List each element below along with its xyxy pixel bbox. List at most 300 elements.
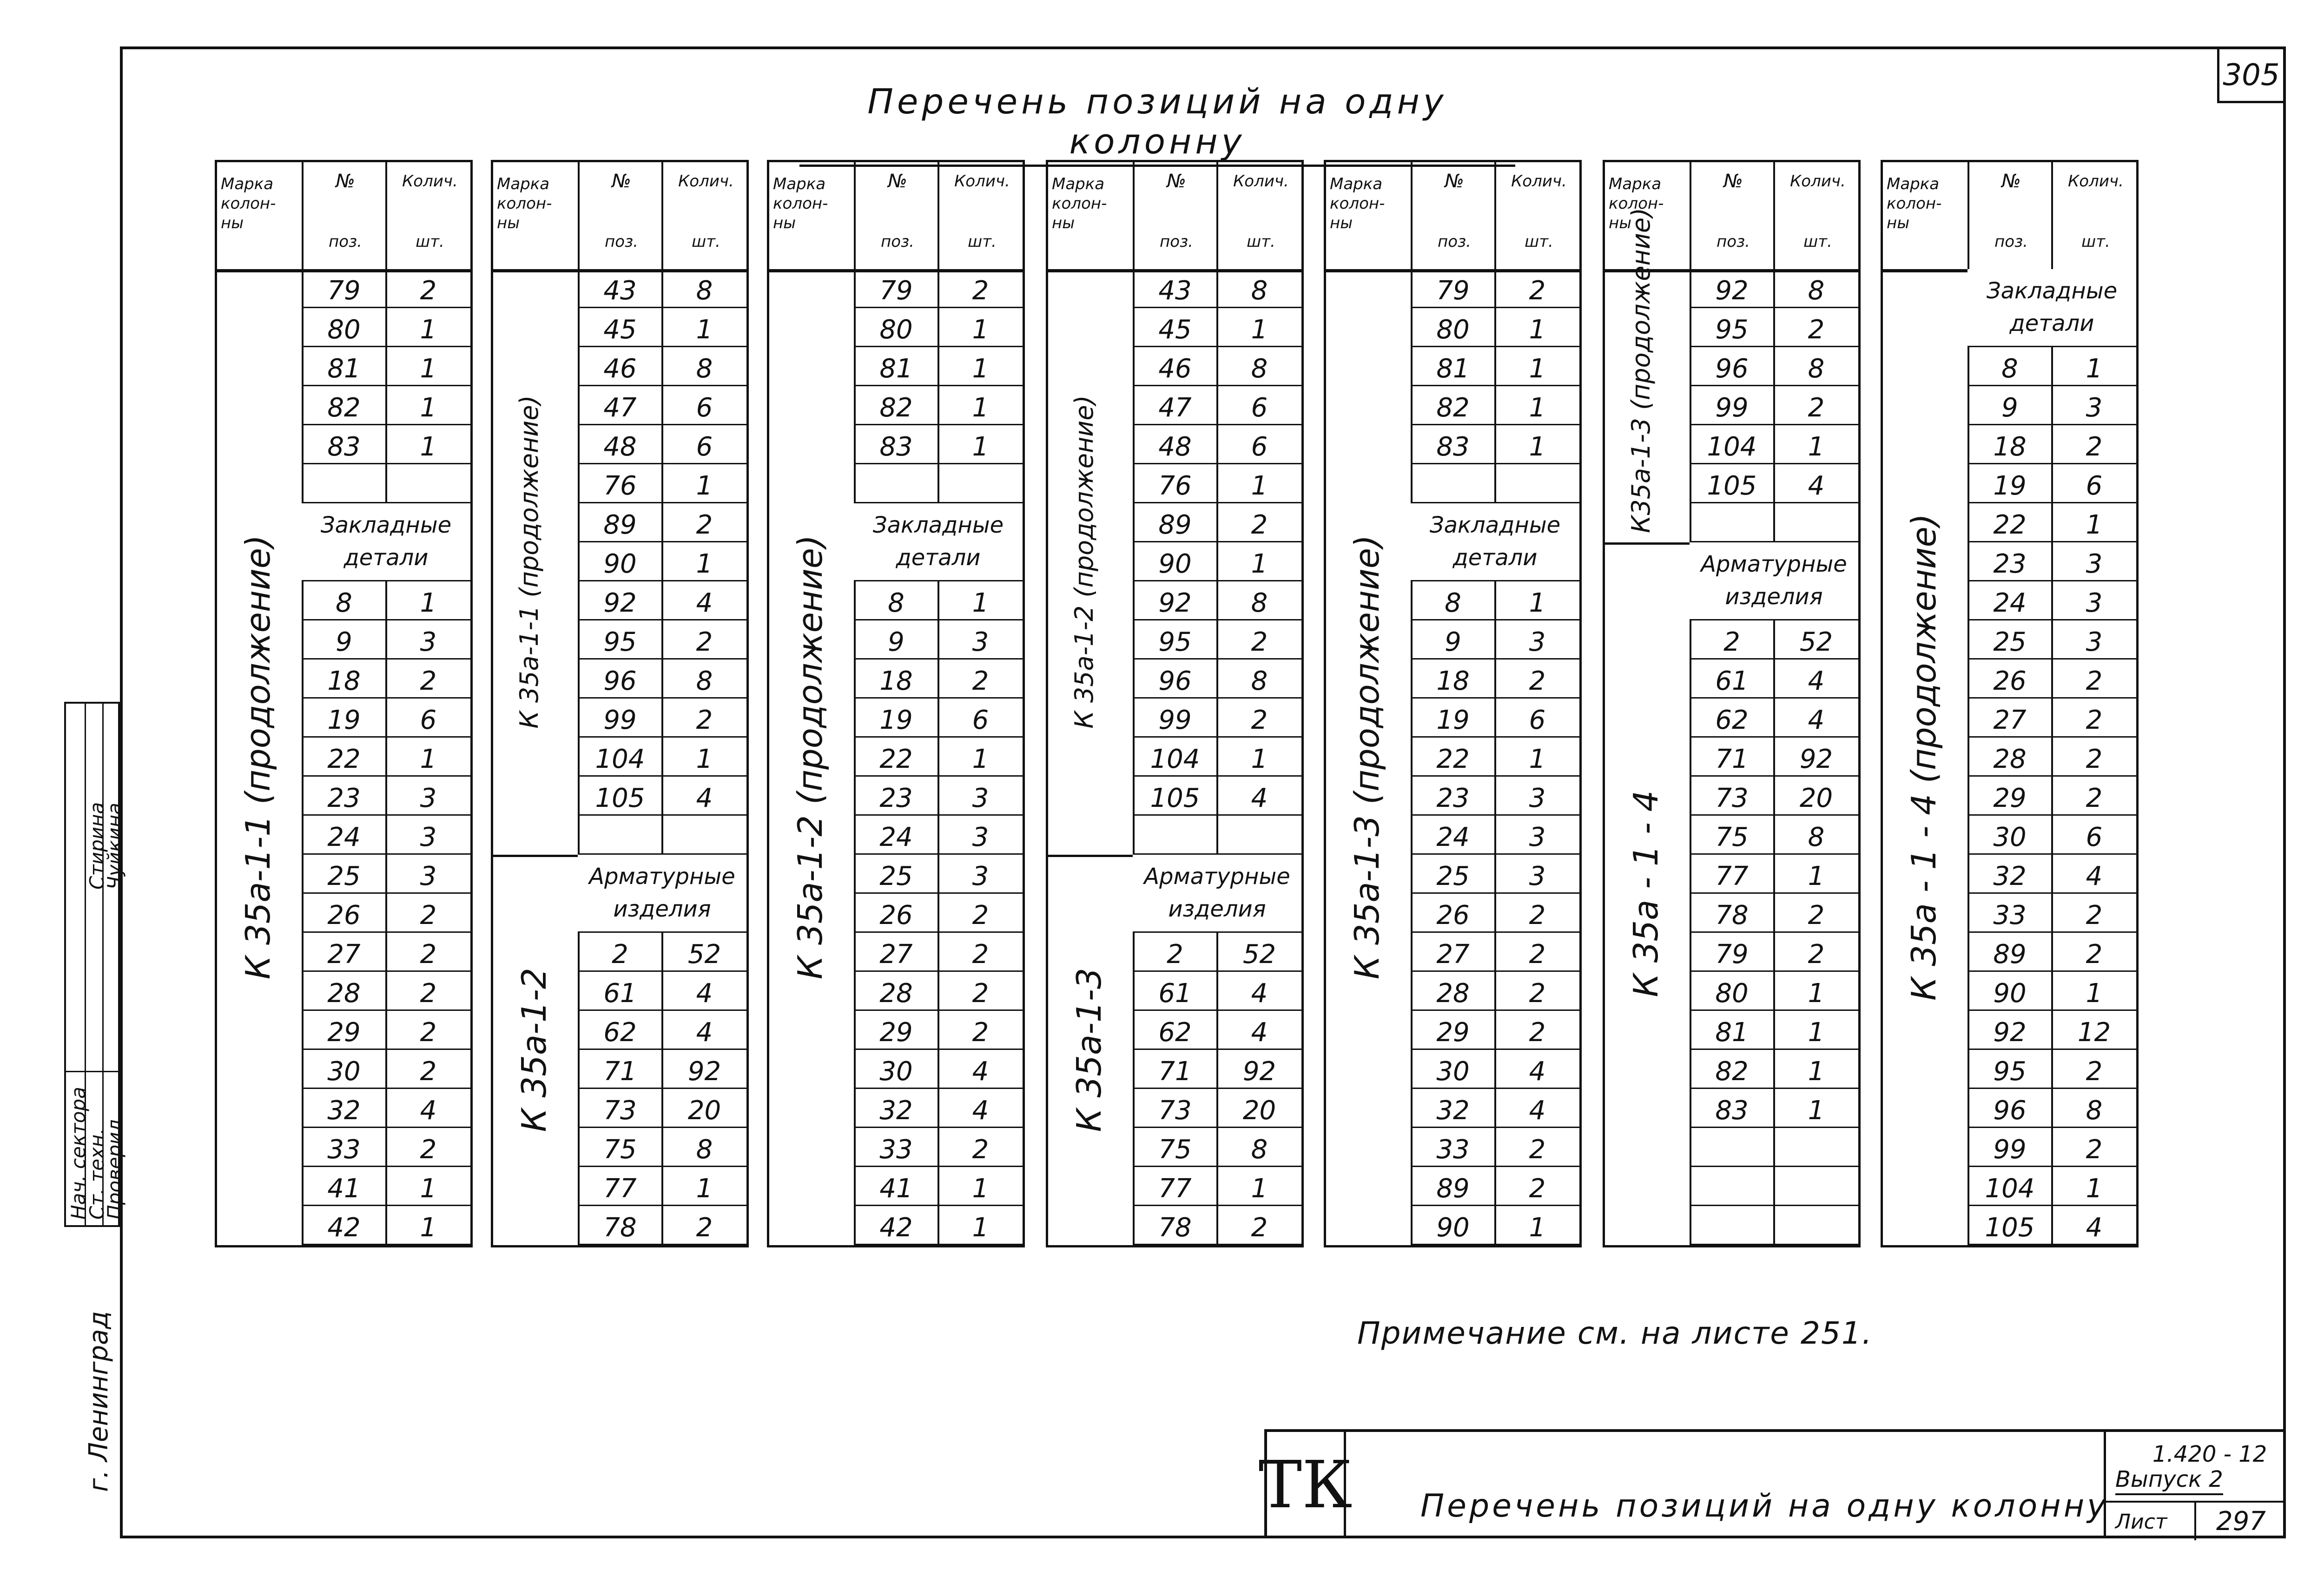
header-qty (940, 172, 1024, 191)
position-number: 71 (603, 1056, 637, 1087)
quantity: 2 (1808, 315, 1825, 345)
table-row (854, 699, 1023, 738)
table-row (1690, 855, 1858, 894)
position-number: 9 (2001, 393, 2018, 423)
table-row (1411, 269, 1579, 308)
table-row (1411, 777, 1579, 816)
position-number: 32 (879, 1095, 913, 1126)
quantity: 1 (972, 588, 989, 618)
table-row (854, 1011, 1023, 1050)
position-number: 22 (1436, 744, 1470, 774)
table-row (1967, 1128, 2136, 1167)
quantity: 2 (696, 1213, 713, 1243)
quantity: 2 (420, 1056, 437, 1087)
position-number: 25 (1436, 861, 1470, 891)
table-row (854, 308, 1023, 347)
table-row (578, 1011, 746, 1050)
quantity: 4 (696, 783, 713, 813)
position-number: 26 (879, 900, 913, 930)
position-number: 32 (1993, 861, 2027, 891)
table-row (302, 1167, 470, 1206)
table-row (1133, 660, 1301, 699)
quantity: 1 (420, 354, 437, 384)
header-qty-sub-line: шт. (968, 232, 997, 251)
table-row (1690, 1128, 1858, 1167)
table-row (1411, 1206, 1579, 1245)
quantity: 4 (1251, 978, 1268, 1009)
table-row (1967, 542, 2136, 581)
section-heading-text: Закладные детали (1429, 512, 1561, 571)
position-number: 99 (1715, 393, 1749, 423)
header-qty-sub (1497, 232, 1581, 251)
quantity: 6 (1529, 705, 1546, 735)
position-number: 8 (2001, 354, 2018, 384)
position-number: 42 (327, 1213, 361, 1243)
table-row (854, 1128, 1023, 1167)
table-row (1967, 386, 2136, 425)
quantity: 1 (972, 393, 989, 423)
quantity: 1 (696, 1174, 713, 1204)
position-number: 22 (1993, 510, 2027, 540)
table-row (578, 464, 746, 503)
table-row (1133, 425, 1301, 464)
table-row (578, 1128, 746, 1167)
position-number: 80 (1436, 315, 1470, 345)
position-number: 83 (1436, 432, 1470, 462)
quantity: 1 (972, 1174, 989, 1204)
table-row (854, 581, 1023, 620)
header-qty-sub (1219, 232, 1303, 251)
position-number: 9 (336, 627, 352, 657)
table-header (1326, 162, 1579, 272)
quantity: 1 (696, 549, 713, 579)
table-row (1690, 503, 1858, 542)
position-number: 45 (603, 315, 637, 345)
table-row (1967, 1011, 2136, 1050)
header-marka-line: колон- (1330, 194, 1385, 213)
stamp-role-2: Ст. техн. (86, 1128, 108, 1220)
quantity: 2 (420, 939, 437, 970)
column-mark-label: К 35а-1-2 (продолжение) (791, 534, 830, 980)
table-row (1411, 1050, 1579, 1089)
position-number: 90 (1993, 978, 2027, 1009)
quantity: 2 (2086, 1056, 2103, 1087)
table-row (1133, 269, 1301, 308)
header-no-line: № (888, 171, 907, 192)
table-row (1967, 1089, 2136, 1128)
position-number: 62 (1158, 1017, 1192, 1048)
quantity: 2 (2086, 900, 2103, 930)
position-number: 80 (327, 315, 361, 345)
quantity: 1 (1808, 861, 1825, 891)
table-row (854, 894, 1023, 933)
table-row (1411, 933, 1579, 972)
section-heading (1133, 855, 1301, 933)
table-row (854, 855, 1023, 894)
quantity: 8 (1251, 1135, 1268, 1165)
table-row (1411, 855, 1579, 894)
table-row (854, 620, 1023, 660)
position-number: 83 (1715, 1095, 1749, 1126)
table-row (1133, 972, 1301, 1011)
section-heading-text: Арматурные изделия (1144, 864, 1290, 922)
header-no (860, 172, 935, 191)
position-number: 8 (1445, 588, 1461, 618)
table-row (302, 894, 470, 933)
position-number: 78 (603, 1213, 637, 1243)
position-number: 81 (327, 354, 361, 384)
header-no-line: № (336, 171, 355, 192)
quantity: 2 (2086, 939, 2103, 970)
quantity: 1 (1808, 1056, 1825, 1087)
quantity: 3 (420, 861, 437, 891)
position-number: 104 (1150, 744, 1200, 774)
quantity: 2 (1529, 978, 1546, 1009)
table-row (1133, 1050, 1301, 1089)
quantity: 6 (972, 705, 989, 735)
position-number: 28 (327, 978, 361, 1009)
header-qty-sub (388, 232, 472, 251)
quantity: 1 (972, 432, 989, 462)
position-number: 61 (1158, 978, 1192, 1009)
position-number: 95 (603, 627, 637, 657)
table-row (1690, 933, 1858, 972)
position-number: 2 (1723, 627, 1740, 657)
table-row (1967, 660, 2136, 699)
table-row (302, 581, 470, 620)
table-row (1411, 1011, 1579, 1050)
quantity: 6 (2086, 822, 2103, 852)
position-number: 89 (1158, 510, 1192, 540)
quantity: 2 (420, 1135, 437, 1165)
quantity: 8 (696, 354, 713, 384)
quantity: 8 (1251, 666, 1268, 696)
position-number: 83 (327, 432, 361, 462)
header-marka-line: колон- (1887, 194, 1942, 213)
quantity: 1 (2086, 1174, 2103, 1204)
position-number: 90 (1436, 1213, 1470, 1243)
position-number: 78 (1158, 1213, 1192, 1243)
position-number: 92 (1715, 276, 1749, 306)
header-no-sub-line: поз. (1438, 232, 1471, 251)
position-number: 104 (1707, 432, 1757, 462)
table-row (1133, 738, 1301, 777)
quantity: 2 (2086, 705, 2103, 735)
position-number: 30 (879, 1056, 913, 1087)
quantity: 4 (696, 1017, 713, 1048)
header-qty (388, 172, 472, 191)
section-heading (1411, 503, 1579, 581)
table-row (1411, 620, 1579, 660)
table-row (1133, 1128, 1301, 1167)
table-row (854, 425, 1023, 464)
mark-divider (493, 855, 578, 857)
table-row (1133, 542, 1301, 581)
header-no-sub-line: поз. (881, 232, 914, 251)
table-row (1967, 1167, 2136, 1206)
quantity: 8 (1808, 354, 1825, 384)
table-row (1133, 1206, 1301, 1245)
quantity: 1 (1251, 315, 1268, 345)
sheet-label: Лист (2115, 1510, 2167, 1534)
header-marka-line: колон- (221, 194, 276, 213)
table-row (1967, 620, 2136, 660)
quantity: 1 (972, 1213, 989, 1243)
position-number: 82 (1436, 393, 1470, 423)
table-row (1967, 816, 2136, 855)
position-number: 77 (1158, 1174, 1192, 1204)
side-stamp (64, 702, 126, 1227)
position-number: 82 (1715, 1056, 1749, 1087)
header-no-sub (860, 232, 935, 251)
header-qty-line: Колич. (678, 172, 734, 191)
header-no-line: № (1167, 171, 1186, 192)
quantity: 3 (420, 783, 437, 813)
quantity: 1 (972, 354, 989, 384)
header-qty-sub (2054, 232, 2138, 251)
table-row (854, 816, 1023, 855)
table-row (1690, 816, 1858, 855)
header-marka-line: Марка (497, 175, 550, 193)
quantity: 3 (972, 822, 989, 852)
position-number: 96 (1158, 666, 1192, 696)
quantity: 2 (1251, 705, 1268, 735)
header-marka-line: Марка (221, 175, 274, 193)
quantity: 6 (696, 432, 713, 462)
table-row (578, 738, 746, 777)
position-number: 26 (327, 900, 361, 930)
table-row (854, 660, 1023, 699)
quantity: 1 (420, 1174, 437, 1204)
header-qty-sub-line: шт. (1525, 232, 1553, 251)
header-qty-sub-line: шт. (1247, 232, 1275, 251)
table-row (302, 1128, 470, 1167)
quantity: 2 (1808, 393, 1825, 423)
table-row (1690, 972, 1858, 1011)
table-row (578, 660, 746, 699)
section-heading (578, 855, 746, 933)
table-row (1411, 1089, 1579, 1128)
table-row (578, 933, 746, 972)
table-row (1133, 777, 1301, 816)
table-row (1133, 386, 1301, 425)
quantity: 4 (1251, 783, 1268, 813)
table-row (1967, 972, 2136, 1011)
header-marka-line: ны (1609, 214, 1632, 232)
section-heading (1967, 269, 2136, 347)
quantity: 2 (1529, 900, 1546, 930)
position-number: 73 (603, 1095, 637, 1126)
table-row (1411, 894, 1579, 933)
header-marka (497, 174, 576, 233)
title-block-title: Перечень позиций на одну колонну (1420, 1488, 2109, 1524)
quantity: 8 (1808, 822, 1825, 852)
table-row (578, 777, 746, 816)
quantity: 4 (1251, 1017, 1268, 1048)
table-row (1133, 347, 1301, 386)
position-table (215, 160, 473, 1247)
header-marka-line: ны (1887, 214, 1910, 232)
quantity: 6 (2086, 471, 2103, 501)
position-number: 96 (603, 666, 637, 696)
position-number: 41 (879, 1174, 913, 1204)
quantity: 8 (696, 666, 713, 696)
table-row (1967, 933, 2136, 972)
table-row (854, 386, 1023, 425)
quantity: 2 (696, 627, 713, 657)
table-row (1133, 699, 1301, 738)
quantity: 1 (1529, 354, 1546, 384)
quantity: 1 (1529, 1213, 1546, 1243)
header-no-line: № (612, 171, 631, 192)
quantity: 92 (1242, 1056, 1276, 1087)
header-qty-line: Колич. (954, 172, 1010, 191)
header-qty-sub (940, 232, 1024, 251)
quantity: 2 (972, 978, 989, 1009)
position-number: 8 (336, 588, 352, 618)
position-number: 99 (1993, 1135, 2027, 1165)
position-number: 41 (327, 1174, 361, 1204)
position-number: 76 (1158, 471, 1192, 501)
header-marka-line: ны (773, 214, 796, 232)
table-row (302, 816, 470, 855)
quantity: 1 (1808, 1017, 1825, 1048)
position-number: 33 (1993, 900, 2027, 930)
quantity: 1 (420, 432, 437, 462)
quantity: 2 (1529, 276, 1546, 306)
quantity: 8 (1251, 588, 1268, 618)
table-row (302, 1206, 470, 1245)
quantity: 2 (2086, 783, 2103, 813)
header-qty-sub-line: шт. (416, 232, 444, 251)
position-number: 81 (1436, 354, 1470, 384)
position-number: 71 (1158, 1056, 1192, 1087)
table-row (1133, 620, 1301, 660)
position-number: 19 (327, 705, 361, 735)
table-row (1690, 308, 1858, 347)
table-row (1133, 1167, 1301, 1206)
header-no-sub-line: поз. (605, 232, 638, 251)
header-qty (664, 172, 748, 191)
table-row (1411, 972, 1579, 1011)
table-row (302, 425, 470, 464)
table-row (854, 1089, 1023, 1128)
quantity: 2 (972, 276, 989, 306)
table-row (1411, 816, 1579, 855)
position-number: 96 (1715, 354, 1749, 384)
position-number: 32 (1436, 1095, 1470, 1126)
position-number: 26 (1436, 900, 1470, 930)
quantity: 20 (687, 1095, 721, 1126)
header-no-line: № (1445, 171, 1464, 192)
position-number: 18 (1436, 666, 1470, 696)
quantity: 6 (1251, 432, 1268, 462)
position-number: 95 (1158, 627, 1192, 657)
table-row (578, 269, 746, 308)
position-number: 99 (1158, 705, 1192, 735)
quantity: 2 (972, 939, 989, 970)
quantity: 3 (1529, 783, 1546, 813)
table-row (854, 1050, 1023, 1089)
table-row (1133, 464, 1301, 503)
position-number: 82 (879, 393, 913, 423)
quantity: 3 (2086, 549, 2103, 579)
table-row (302, 660, 470, 699)
table-row (1411, 386, 1579, 425)
position-number: 22 (327, 744, 361, 774)
position-number: 90 (603, 549, 637, 579)
quantity: 8 (1251, 354, 1268, 384)
position-number: 99 (603, 705, 637, 735)
position-number: 79 (1715, 939, 1749, 970)
quantity: 52 (687, 939, 721, 970)
mark-divider (1605, 542, 1690, 545)
quantity: 1 (1529, 315, 1546, 345)
table-row (302, 972, 470, 1011)
table-row (1967, 347, 2136, 386)
position-number: 61 (603, 978, 637, 1009)
position-number: 81 (1715, 1017, 1749, 1048)
position-number: 47 (1158, 393, 1192, 423)
table-row (854, 738, 1023, 777)
quantity: 1 (420, 744, 437, 774)
quantity: 4 (1808, 471, 1825, 501)
table-row (1967, 855, 2136, 894)
quantity: 2 (1529, 1135, 1546, 1165)
header-marka-line: Марка (1609, 175, 1662, 193)
quantity: 1 (1808, 1095, 1825, 1126)
table-row (1967, 738, 2136, 777)
position-number: 62 (1715, 705, 1749, 735)
header-no-sub (1974, 232, 2048, 251)
quantity: 1 (1529, 588, 1546, 618)
table-row (302, 386, 470, 425)
table-row (1967, 699, 2136, 738)
position-number: 19 (1993, 471, 2027, 501)
column-mark-label: К 35а - 1 - 4 (продолжение) (1904, 514, 1943, 1001)
table-row (578, 386, 746, 425)
column-mark-label: К 35а-1-1 (продолжение) (238, 534, 277, 980)
section-heading-text: Закладные детали (872, 512, 1004, 571)
section-heading-text: Закладные детали (1986, 278, 2118, 336)
position-number: 89 (1993, 939, 2027, 970)
table-row (578, 1089, 746, 1128)
position-number: 24 (1436, 822, 1470, 852)
quantity: 2 (1808, 900, 1825, 930)
header-no-sub (584, 232, 659, 251)
table-row (1690, 660, 1858, 699)
section-heading (302, 503, 470, 581)
header-no-sub-line: поз. (1994, 232, 2028, 251)
table-row (1411, 581, 1579, 620)
quantity: 8 (696, 1135, 713, 1165)
quantity: 1 (972, 744, 989, 774)
header-marka-line: колон- (773, 194, 828, 213)
quantity: 4 (1529, 1056, 1546, 1087)
table-row (578, 542, 746, 581)
quantity: 2 (2086, 744, 2103, 774)
document-code: 1.420 - 12 (2152, 1441, 2267, 1467)
quantity: 8 (2086, 1095, 2103, 1126)
table-row (302, 777, 470, 816)
header-marka-line: Марка (1330, 175, 1383, 193)
stamp-name-1: Стирина (86, 802, 108, 890)
quantity: 2 (972, 1017, 989, 1048)
quantity: 1 (696, 471, 713, 501)
quantity: 2 (972, 666, 989, 696)
table-row (1690, 386, 1858, 425)
table-row (854, 1167, 1023, 1206)
